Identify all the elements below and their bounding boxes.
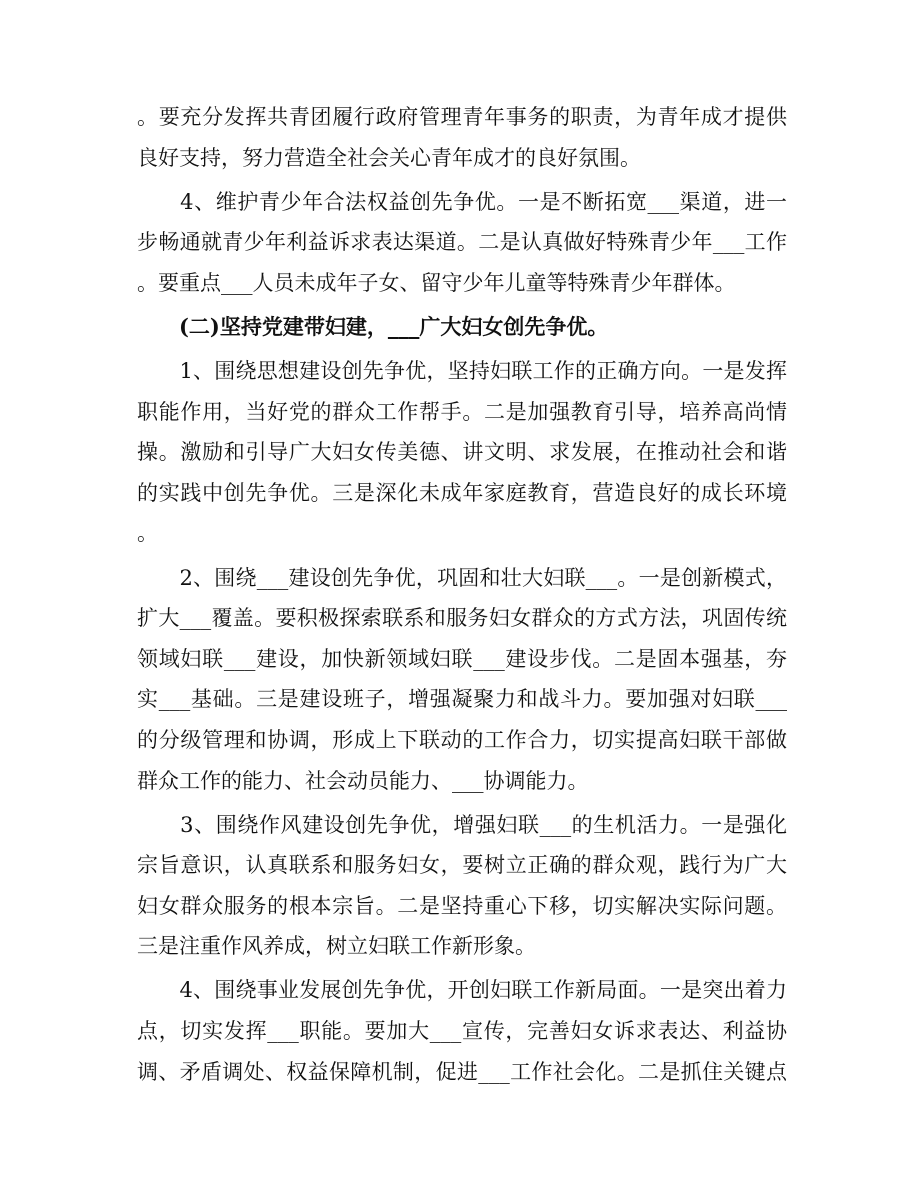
text-line: 。	[137, 521, 158, 546]
text-line: 领域妇联___建设，加快新领域妇联___建设步伐。二是固本强基，夯	[137, 646, 787, 671]
text-line: 4、围绕事业发展创先争优，开创妇联工作新局面。一是突出着力	[137, 978, 787, 1003]
text-line: 点，切实发挥___职能。要加大___宣传，完善妇女诉求表达、利益协	[137, 1019, 787, 1044]
text-line: 的实践中创先争优。三是深化未成年家庭教育，营造良好的成长环境	[137, 480, 787, 505]
text-line: 良好支持，努力营造全社会关心青年成才的良好氛围。	[137, 145, 641, 170]
text-line: 的分级管理和协调，形成上下联动的工作合力，切实提高妇联干部做	[137, 727, 787, 752]
text-line: 。要重点___人员未成年子女、留守少年儿童等特殊青少年群体。	[137, 270, 736, 295]
text-line: 3、围绕作风建设创先争优，增强妇联___的生机活力。一是强化	[137, 812, 787, 837]
text-line: 职能作用，当好党的群众工作帮手。二是加强教育引导，培养高尚情	[137, 399, 787, 424]
text-line: 调、矛盾调处、权益保障机制，促进___工作社会化。二是抓住关键点	[137, 1059, 787, 1084]
text-line: 。要充分发挥共青团履行政府管理青年事务的职责，为青年成才提供	[137, 105, 787, 129]
text-line: 4、维护青少年合法权益创先争优。一是不断拓宽___渠道，进一	[137, 189, 787, 214]
text-line: 妇女群众服务的根本宗旨。二是坚持重心下移，切实解决实际问题。	[137, 893, 787, 918]
document-page	[137, 97, 787, 1092]
text-line: 实___基础。三是建设班子，增强凝聚力和战斗力。要加强对妇联___	[137, 687, 787, 712]
text-line: 群众工作的能力、社会动员能力、___协调能力。	[137, 768, 589, 793]
section-heading: (二)坚持党建带妇建，___广大妇女创先争优。	[137, 313, 609, 339]
text-line: 三是注重作风养成，树立妇联工作新形象。	[137, 934, 536, 959]
text-line: 操。激励和引导广大妇女传美德、讲文明、求发展，在推动社会和谐	[137, 440, 787, 465]
text-line: 2、围绕___建设创先争优，巩固和壮大妇联___。一是创新模式，	[137, 565, 787, 590]
text-line: 步畅通就青少年利益诉求表达渠道。二是认真做好特殊青少年___工作	[137, 230, 787, 255]
text-line: 宗旨意识，认真联系和服务妇女，要树立正确的群众观，践行为广大	[137, 853, 787, 878]
text-line: 1、围绕思想建设创先争优，坚持妇联工作的正确方向。一是发挥	[137, 359, 787, 384]
text-line: 扩大___覆盖。要积极探索联系和服务妇女群众的方式方法，巩固传统	[137, 606, 787, 631]
